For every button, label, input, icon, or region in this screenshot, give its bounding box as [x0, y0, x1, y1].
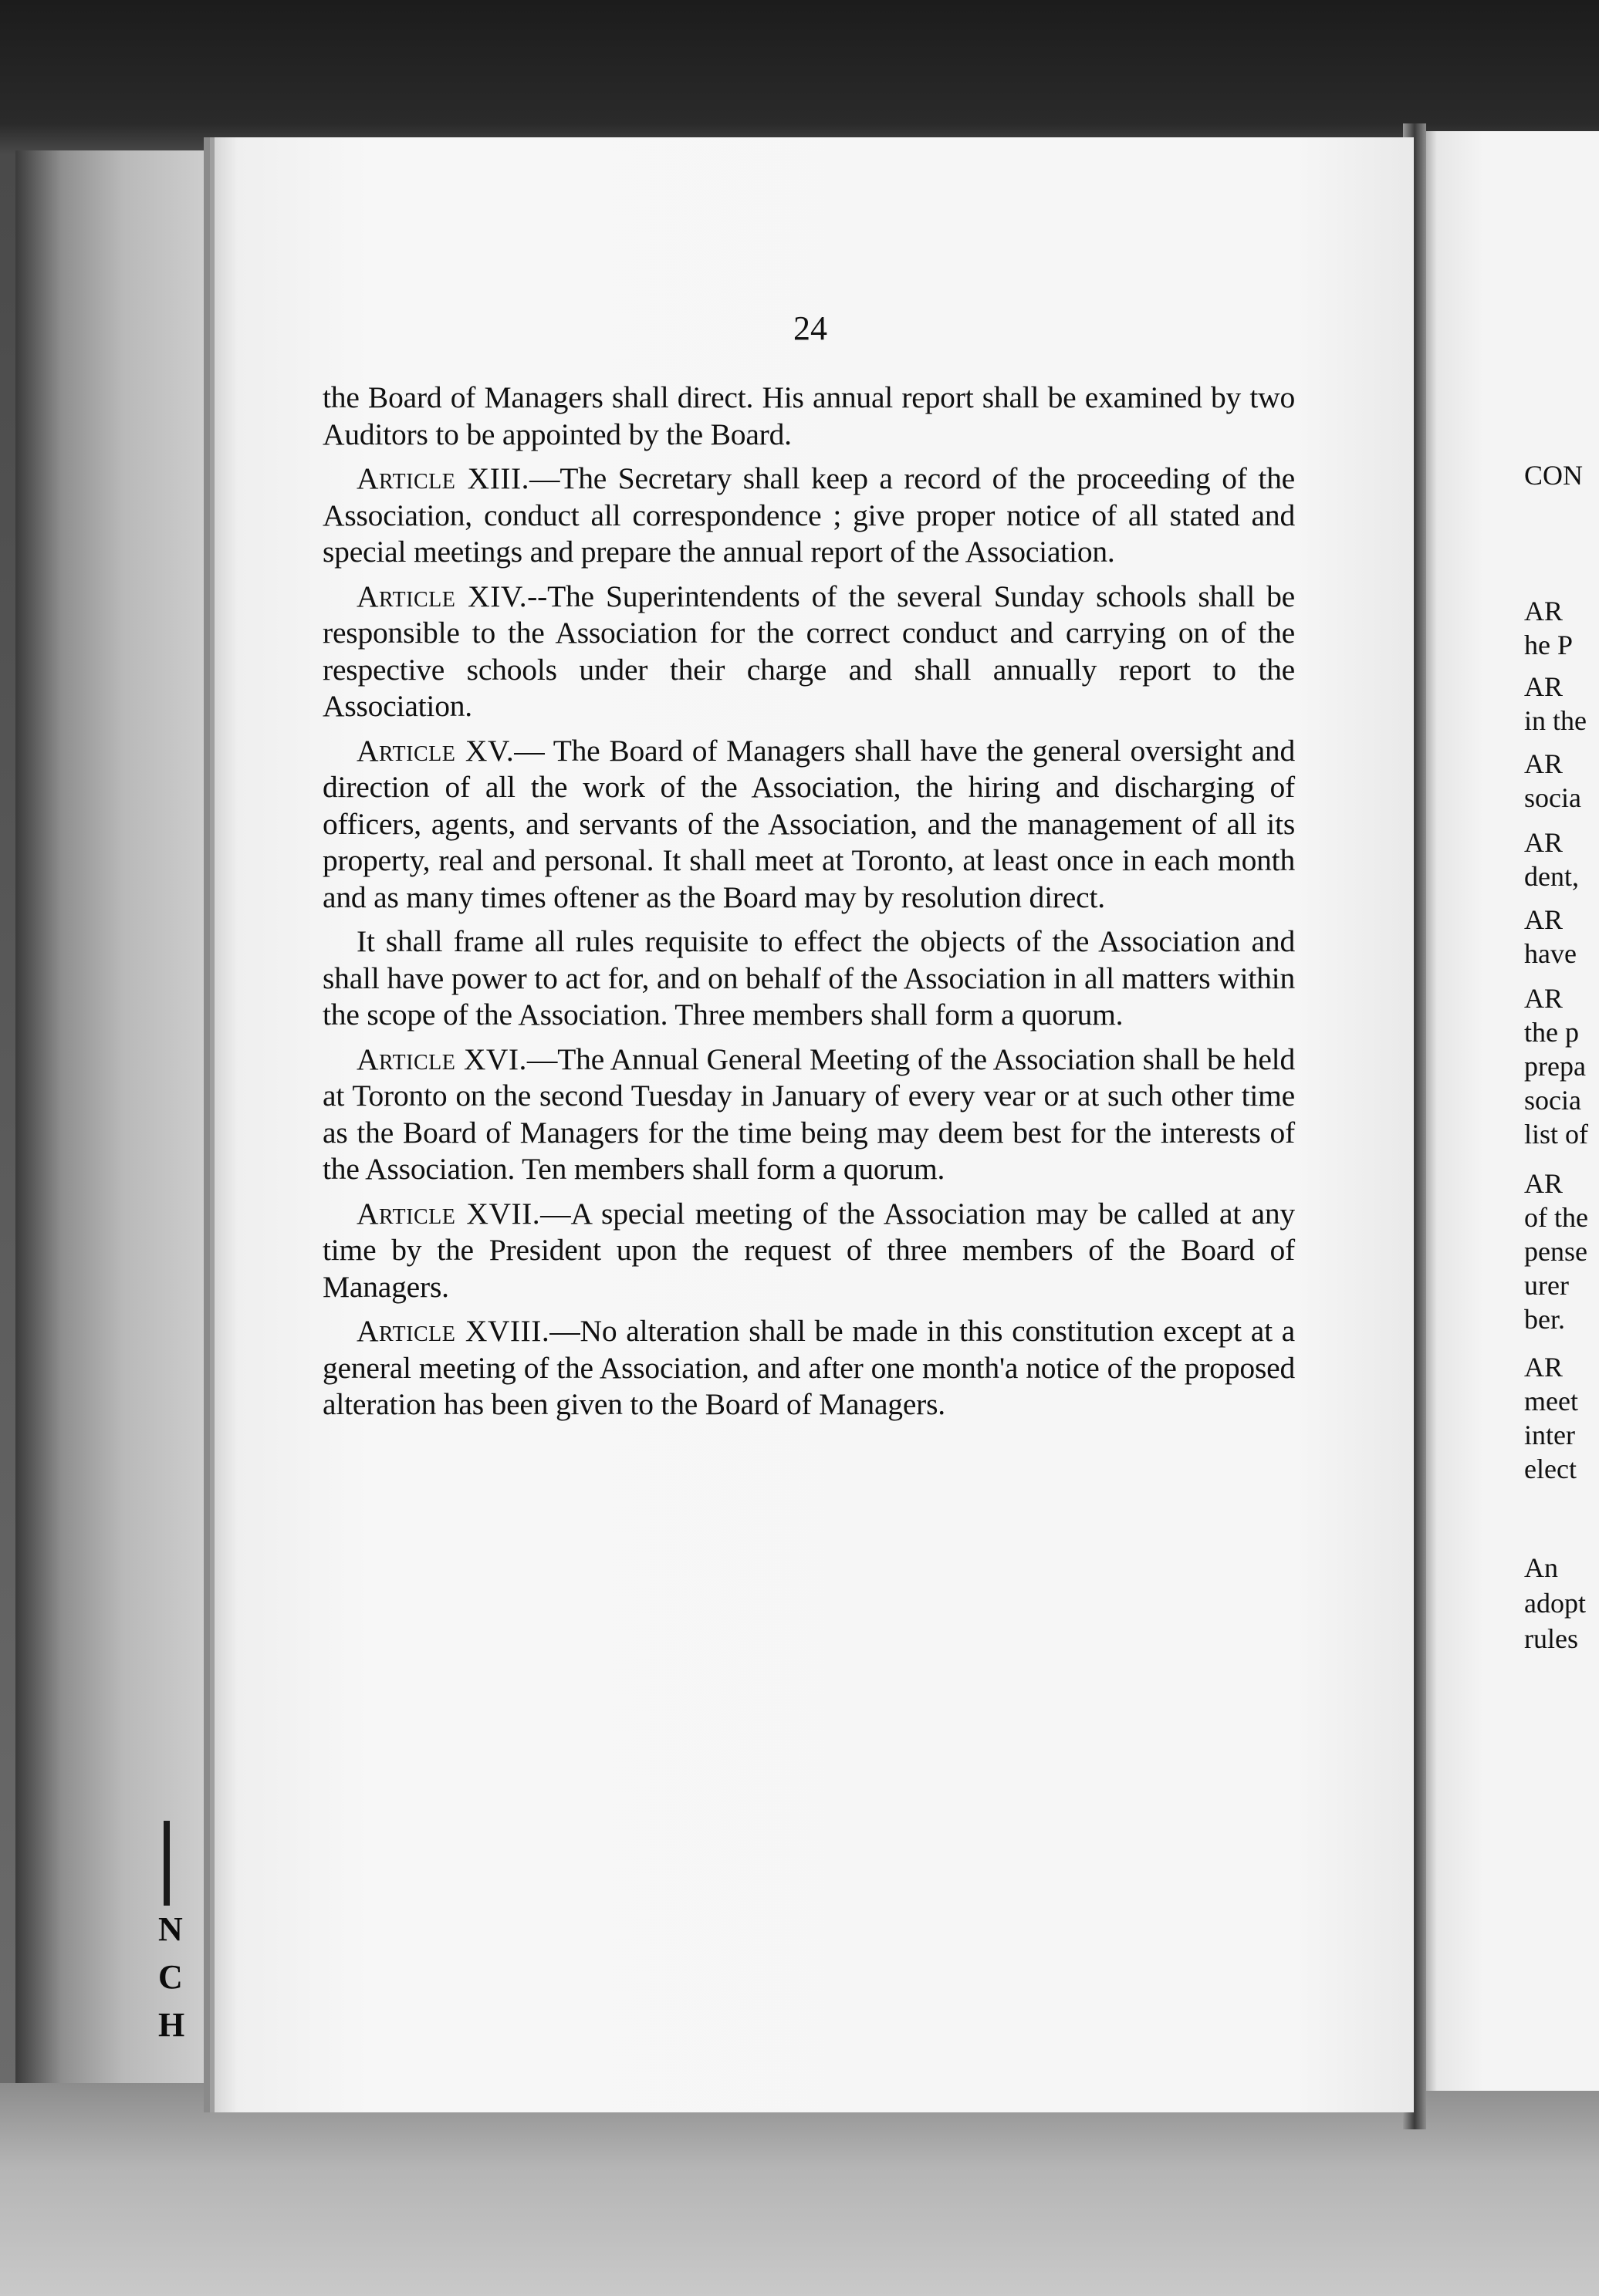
right-fragment: pense: [1524, 1236, 1587, 1267]
page-number: 24: [793, 309, 827, 347]
book-cover-bottom: [0, 2083, 1599, 2296]
right-fragment: AR: [1524, 1352, 1564, 1383]
right-page-text: [1524, 0, 1599, 2296]
article-text: —A special meeting of the Association may be called at any time by the President upon the request of three members of the Board of Managers.: [323, 1196, 1295, 1304]
right-fragment: socia: [1524, 782, 1581, 813]
spine-letter: H: [158, 2006, 185, 2044]
article-paragraph: [323, 1196, 1295, 1306]
right-fragment: list of: [1524, 1119, 1589, 1150]
article-text: —The Secretary shall keep a record of the proceeding of the Association, conduct all correspondence ; give proper notice of all stated and special meetings and prepare the annual report of the Association.: [323, 461, 1295, 569]
article-text: —No alteration shall be made in this constitution except at a general meeting of the Association, and after one month'a notice of the proposed alteration has been given to the Board of Managers.: [323, 1314, 1296, 1421]
right-fragment: elect: [1524, 1454, 1577, 1484]
article-heading: Article XIII.: [357, 461, 530, 495]
article-paragraph: [323, 461, 1295, 571]
right-fragment: socia: [1524, 1085, 1581, 1116]
article-paragraph: [323, 1313, 1295, 1423]
article-heading: Article XIV.: [357, 579, 528, 613]
right-fragment: meet: [1524, 1386, 1578, 1416]
right-fragment: AR: [1524, 904, 1564, 935]
right-fragment: AR: [1524, 827, 1564, 858]
right-fragment: prepa: [1524, 1051, 1586, 1082]
article-heading: Article XVII.: [357, 1196, 541, 1231]
paragraph: [323, 923, 1295, 1034]
article-text: — The Board of Managers shall have the general oversight and direction of all the work of the Association, the hiring and discharging of officers, agents, and servants of the Association, and the management of all its property, real and personal. It shall meet at Toronto, at least once in each month and as many times oftener as the Board may by resolution direct.: [323, 733, 1296, 914]
right-fragment: CON: [1524, 460, 1584, 491]
spine-letter: C: [158, 1958, 183, 1996]
right-fragment: adopt: [1524, 1588, 1586, 1619]
right-fragment: inter: [1524, 1420, 1575, 1450]
spine-letter: N: [158, 1910, 183, 1948]
article-paragraph: [323, 733, 1295, 917]
article-paragraph: [323, 579, 1295, 725]
paragraph-text: the Board of Managers shall direct. His annual report shall be examined by two Auditors to be appointed by the Board.: [323, 380, 1295, 451]
spine-mark: [164, 1821, 170, 1906]
right-fragment: AR: [1524, 983, 1564, 1014]
paragraph-text: It shall frame all rules requisite to effect the objects of the Association and shall have power to act for, and on behalf of the Association in all matters within the scope of the Association. Three members shall form a quorum.: [323, 924, 1295, 1032]
right-fragment: rules: [1524, 1623, 1578, 1654]
right-fragment: in the: [1524, 705, 1587, 736]
right-fragment: AR: [1524, 671, 1564, 702]
right-fragment: urer: [1524, 1270, 1569, 1301]
paragraph: [323, 380, 1295, 453]
article-heading: Article XVI.: [357, 1042, 527, 1076]
article-heading: Article XV.: [357, 733, 515, 768]
article-heading: Article XVIII.: [357, 1314, 550, 1348]
right-fragment: dent,: [1524, 861, 1579, 892]
right-fragment: have: [1524, 938, 1577, 969]
right-fragment: AR: [1524, 748, 1564, 779]
right-fragment: ber.: [1524, 1304, 1565, 1335]
right-fragment: of the: [1524, 1202, 1588, 1233]
article-paragraph: [323, 1042, 1295, 1188]
right-fragment: AR: [1524, 1168, 1564, 1199]
right-fragment: he P: [1524, 630, 1573, 660]
page-text: [323, 380, 1295, 1431]
article-text: —The Annual General Meeting of the Association shall be held at Toronto on the second Tuesday in January of every vear or at such other time as the Board of Managers for the time being may deem best for the interests of the Association. Ten members shall form a quorum.: [323, 1042, 1295, 1186]
right-fragment: the p: [1524, 1017, 1579, 1048]
right-fragment: An: [1524, 1552, 1558, 1583]
right-fragment: AR: [1524, 596, 1564, 626]
spine-lettering: [158, 1906, 205, 2049]
article-text: --The Superintendents of the several Sunday schools shall be responsible to the Association for the correct conduct and carrying on of the respective schools under their charge and shall annually report to the Association.: [323, 579, 1296, 723]
